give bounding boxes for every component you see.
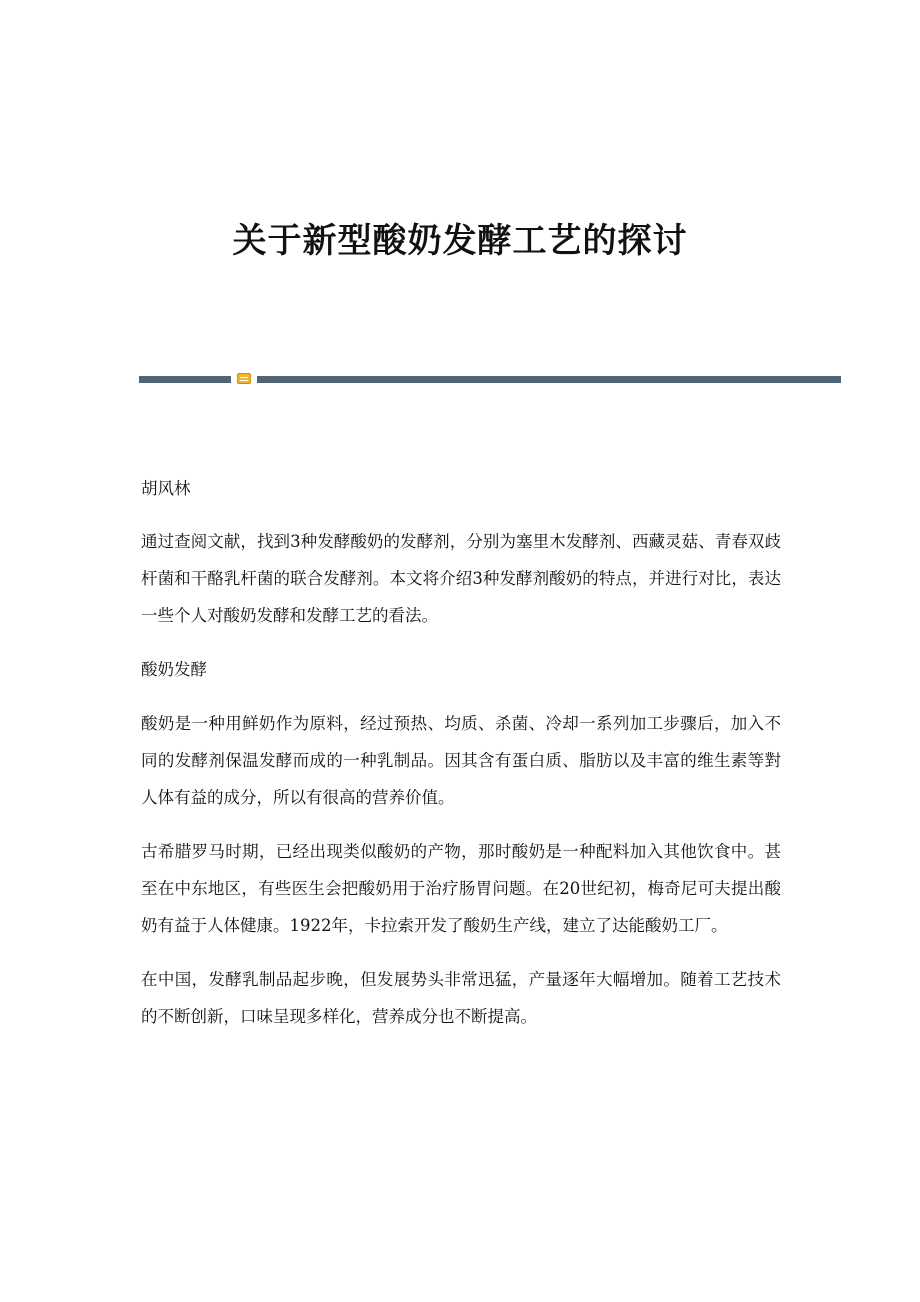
document-title: 关于新型酸奶发酵工艺的探讨 — [232, 221, 688, 261]
divider-bar-left — [139, 376, 231, 383]
section-heading: 酸奶发酵 — [141, 660, 207, 679]
body-paragraph: 古希腊罗马时期，已经出现类似酸奶的产物，那时酸奶是一种配料加入其他饮食中。甚至在中东地区，有些医生会把酸奶用于治疗肠胃问题。在20世纪初，梅奇尼可夫提出酸奶有益于人体健康。1922年，卡拉索开发了酸奶生产线，建立了达能酸奶工厂。 — [141, 842, 781, 935]
title-divider — [139, 372, 841, 386]
document-body — [141, 470, 781, 1052]
author-name: 胡风林 — [141, 479, 191, 498]
body-paragraph: 在中国，发酵乳制品起步晚，但发展势头非常迅猛，产量逐年大幅增加。随着工艺技术的不断创新，口味呈现多样化，营养成分也不断提高。 — [141, 970, 781, 1026]
divider-bar-right — [257, 376, 841, 383]
document-emblem-icon — [237, 373, 251, 384]
body-paragraph: 酸奶是一种用鲜奶作为原料，经过预热、均质、杀菌、冷却一系列加工步骤后，加入不同的发酵剂保温发酵而成的一种乳制品。因其含有蛋白质、脂肪以及丰富的维生素等對人体有益的成分，所以有很高的营养价值。 — [141, 714, 781, 807]
abstract-paragraph: 通过查阅文献，找到3种发酵酸奶的发酵剂，分别为塞里木发酵剂、西藏灵菇、青春双歧杆菌和干酪乳杆菌的联合发酵剂。本文将介绍3种发酵剂酸奶的特点，并进行对比，表达一些个人对酸奶发酵和发酵工艺的看法。 — [141, 532, 781, 625]
